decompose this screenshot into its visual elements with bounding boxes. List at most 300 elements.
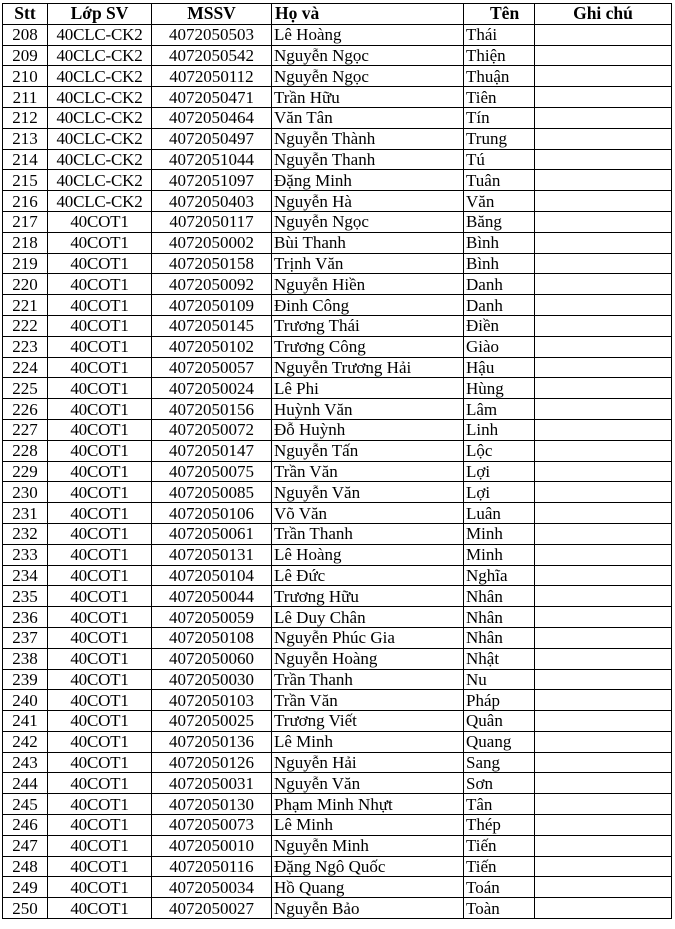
cell-last-name: Nguyễn Trương Hải bbox=[272, 357, 464, 378]
table-row bbox=[3, 232, 672, 253]
cell-class: 40CLC-CK2 bbox=[48, 45, 152, 66]
table-row bbox=[3, 191, 672, 212]
cell-note bbox=[535, 752, 672, 773]
cell-mssv: 4072050542 bbox=[152, 45, 272, 66]
cell-mssv: 4072050131 bbox=[152, 544, 272, 565]
cell-note bbox=[535, 503, 672, 524]
cell-note bbox=[535, 461, 672, 482]
cell-stt: 211 bbox=[3, 87, 48, 108]
cell-class: 40COT1 bbox=[48, 378, 152, 399]
cell-mssv: 4072051044 bbox=[152, 149, 272, 170]
cell-first-name: Linh bbox=[464, 419, 535, 440]
header-stt: Stt bbox=[3, 4, 48, 25]
cell-mssv: 4072050027 bbox=[152, 898, 272, 919]
header-first-name: Tên bbox=[464, 4, 535, 25]
cell-note bbox=[535, 856, 672, 877]
table-row bbox=[3, 45, 672, 66]
cell-stt: 217 bbox=[3, 211, 48, 232]
cell-first-name: Nhật bbox=[464, 648, 535, 669]
cell-first-name: Toán bbox=[464, 877, 535, 898]
cell-note bbox=[535, 399, 672, 420]
header-class: Lớp SV bbox=[48, 4, 152, 25]
cell-first-name: Tiến bbox=[464, 835, 535, 856]
cell-note bbox=[535, 731, 672, 752]
cell-last-name: Trần Văn bbox=[272, 690, 464, 711]
table-row bbox=[3, 107, 672, 128]
cell-class: 40COT1 bbox=[48, 690, 152, 711]
cell-first-name: Thuận bbox=[464, 66, 535, 87]
cell-last-name: Trương Viết bbox=[272, 711, 464, 732]
cell-mssv: 4072050034 bbox=[152, 877, 272, 898]
cell-first-name: Thép bbox=[464, 815, 535, 836]
cell-first-name: Trung bbox=[464, 128, 535, 149]
cell-class: 40COT1 bbox=[48, 482, 152, 503]
cell-stt: 213 bbox=[3, 128, 48, 149]
cell-first-name: Hùng bbox=[464, 378, 535, 399]
cell-stt: 229 bbox=[3, 461, 48, 482]
cell-mssv: 4072050126 bbox=[152, 752, 272, 773]
cell-note bbox=[535, 440, 672, 461]
cell-stt: 212 bbox=[3, 107, 48, 128]
cell-class: 40COT1 bbox=[48, 232, 152, 253]
table-row bbox=[3, 690, 672, 711]
cell-class: 40CLC-CK2 bbox=[48, 191, 152, 212]
cell-mssv: 4072050002 bbox=[152, 232, 272, 253]
cell-note bbox=[535, 315, 672, 336]
cell-note bbox=[535, 523, 672, 544]
cell-first-name: Giào bbox=[464, 336, 535, 357]
cell-note bbox=[535, 274, 672, 295]
cell-first-name: Băng bbox=[464, 211, 535, 232]
cell-first-name: Tú bbox=[464, 149, 535, 170]
cell-note bbox=[535, 378, 672, 399]
table-row bbox=[3, 315, 672, 336]
header-last-name: Họ và bbox=[272, 4, 464, 25]
table-row bbox=[3, 461, 672, 482]
cell-first-name: Thái bbox=[464, 24, 535, 45]
cell-stt: 234 bbox=[3, 565, 48, 586]
cell-stt: 232 bbox=[3, 523, 48, 544]
cell-last-name: Lê Duy Chân bbox=[272, 607, 464, 628]
cell-stt: 209 bbox=[3, 45, 48, 66]
cell-last-name: Đỗ Huỳnh bbox=[272, 419, 464, 440]
cell-note bbox=[535, 607, 672, 628]
table-row bbox=[3, 357, 672, 378]
table-row bbox=[3, 627, 672, 648]
cell-class: 40COT1 bbox=[48, 669, 152, 690]
cell-mssv: 4072050061 bbox=[152, 523, 272, 544]
cell-last-name: Trần Hữu bbox=[272, 87, 464, 108]
table-row bbox=[3, 752, 672, 773]
cell-stt: 250 bbox=[3, 898, 48, 919]
cell-stt: 237 bbox=[3, 627, 48, 648]
cell-stt: 247 bbox=[3, 835, 48, 856]
cell-note bbox=[535, 232, 672, 253]
cell-note bbox=[535, 690, 672, 711]
cell-mssv: 4072050073 bbox=[152, 815, 272, 836]
cell-last-name: Nguyễn Minh bbox=[272, 835, 464, 856]
cell-stt: 235 bbox=[3, 586, 48, 607]
cell-note bbox=[535, 815, 672, 836]
cell-class: 40COT1 bbox=[48, 731, 152, 752]
cell-first-name: Lộc bbox=[464, 440, 535, 461]
cell-last-name: Bùi Thanh bbox=[272, 232, 464, 253]
cell-mssv: 4072050108 bbox=[152, 627, 272, 648]
cell-last-name: Lê Phi bbox=[272, 378, 464, 399]
cell-mssv: 4072050057 bbox=[152, 357, 272, 378]
cell-stt: 240 bbox=[3, 690, 48, 711]
table-row bbox=[3, 211, 672, 232]
cell-class: 40CLC-CK2 bbox=[48, 87, 152, 108]
cell-first-name: Tín bbox=[464, 107, 535, 128]
cell-last-name: Nguyễn Hoàng bbox=[272, 648, 464, 669]
cell-first-name: Thiện bbox=[464, 45, 535, 66]
cell-first-name: Luân bbox=[464, 503, 535, 524]
table-row bbox=[3, 87, 672, 108]
cell-mssv: 4072050112 bbox=[152, 66, 272, 87]
table-row bbox=[3, 669, 672, 690]
table-row bbox=[3, 565, 672, 586]
table-row bbox=[3, 128, 672, 149]
cell-class: 40CLC-CK2 bbox=[48, 66, 152, 87]
table-row bbox=[3, 336, 672, 357]
cell-class: 40COT1 bbox=[48, 898, 152, 919]
cell-mssv: 4072050059 bbox=[152, 607, 272, 628]
cell-mssv: 4072050092 bbox=[152, 274, 272, 295]
cell-last-name: Nguyễn Hà bbox=[272, 191, 464, 212]
cell-class: 40COT1 bbox=[48, 586, 152, 607]
cell-first-name: Pháp bbox=[464, 690, 535, 711]
cell-last-name: Lê Hoàng bbox=[272, 24, 464, 45]
cell-last-name: Lê Minh bbox=[272, 815, 464, 836]
cell-note bbox=[535, 45, 672, 66]
cell-last-name: Nguyễn Phúc Gia bbox=[272, 627, 464, 648]
cell-note bbox=[535, 295, 672, 316]
cell-class: 40COT1 bbox=[48, 607, 152, 628]
table-row bbox=[3, 378, 672, 399]
cell-first-name: Quân bbox=[464, 711, 535, 732]
table-row bbox=[3, 607, 672, 628]
cell-note bbox=[535, 191, 672, 212]
cell-class: 40COT1 bbox=[48, 440, 152, 461]
cell-stt: 241 bbox=[3, 711, 48, 732]
cell-first-name: Tiên bbox=[464, 87, 535, 108]
cell-class: 40COT1 bbox=[48, 835, 152, 856]
cell-mssv: 4072050471 bbox=[152, 87, 272, 108]
cell-class: 40COT1 bbox=[48, 752, 152, 773]
cell-last-name: Trương Thái bbox=[272, 315, 464, 336]
cell-note bbox=[535, 544, 672, 565]
cell-class: 40CLC-CK2 bbox=[48, 149, 152, 170]
table-row bbox=[3, 877, 672, 898]
cell-first-name: Toàn bbox=[464, 898, 535, 919]
table-row bbox=[3, 773, 672, 794]
cell-mssv: 4072050464 bbox=[152, 107, 272, 128]
cell-class: 40CLC-CK2 bbox=[48, 128, 152, 149]
cell-class: 40COT1 bbox=[48, 815, 152, 836]
cell-stt: 222 bbox=[3, 315, 48, 336]
cell-class: 40COT1 bbox=[48, 211, 152, 232]
cell-first-name: Nghĩa bbox=[464, 565, 535, 586]
cell-class: 40CLC-CK2 bbox=[48, 107, 152, 128]
table-row bbox=[3, 440, 672, 461]
cell-note bbox=[535, 107, 672, 128]
table-row bbox=[3, 66, 672, 87]
cell-last-name: Đặng Ngô Quốc bbox=[272, 856, 464, 877]
cell-first-name: Tân bbox=[464, 794, 535, 815]
cell-stt: 219 bbox=[3, 253, 48, 274]
cell-class: 40COT1 bbox=[48, 357, 152, 378]
table-row bbox=[3, 399, 672, 420]
table-row bbox=[3, 586, 672, 607]
cell-stt: 244 bbox=[3, 773, 48, 794]
cell-last-name: Nguyễn Ngọc bbox=[272, 211, 464, 232]
cell-stt: 243 bbox=[3, 752, 48, 773]
table-row bbox=[3, 815, 672, 836]
cell-stt: 233 bbox=[3, 544, 48, 565]
cell-last-name: Võ Văn bbox=[272, 503, 464, 524]
cell-last-name: Lê Đức bbox=[272, 565, 464, 586]
cell-note bbox=[535, 128, 672, 149]
cell-class: 40COT1 bbox=[48, 565, 152, 586]
student-roster-table bbox=[2, 3, 672, 919]
cell-last-name: Trần Thanh bbox=[272, 523, 464, 544]
cell-stt: 224 bbox=[3, 357, 48, 378]
cell-first-name: Danh bbox=[464, 295, 535, 316]
cell-stt: 249 bbox=[3, 877, 48, 898]
cell-mssv: 4072050147 bbox=[152, 440, 272, 461]
cell-first-name: Văn bbox=[464, 191, 535, 212]
cell-mssv: 4072050031 bbox=[152, 773, 272, 794]
cell-last-name: Nguyễn Bảo bbox=[272, 898, 464, 919]
cell-note bbox=[535, 794, 672, 815]
table-row bbox=[3, 482, 672, 503]
cell-stt: 221 bbox=[3, 295, 48, 316]
cell-last-name: Nguyễn Thành bbox=[272, 128, 464, 149]
cell-last-name: Phạm Minh Nhựt bbox=[272, 794, 464, 815]
cell-stt: 227 bbox=[3, 419, 48, 440]
cell-mssv: 4072050072 bbox=[152, 419, 272, 440]
cell-class: 40COT1 bbox=[48, 295, 152, 316]
cell-class: 40COT1 bbox=[48, 399, 152, 420]
cell-class: 40COT1 bbox=[48, 773, 152, 794]
table-row bbox=[3, 898, 672, 919]
cell-last-name: Đặng Minh bbox=[272, 170, 464, 191]
cell-first-name: Sang bbox=[464, 752, 535, 773]
cell-last-name: Nguyễn Ngọc bbox=[272, 66, 464, 87]
cell-note bbox=[535, 627, 672, 648]
cell-mssv: 4072050044 bbox=[152, 586, 272, 607]
cell-stt: 236 bbox=[3, 607, 48, 628]
cell-stt: 228 bbox=[3, 440, 48, 461]
table-row bbox=[3, 253, 672, 274]
table-row bbox=[3, 794, 672, 815]
table-row bbox=[3, 170, 672, 191]
cell-last-name: Trương Hữu bbox=[272, 586, 464, 607]
cell-last-name: Trương Công bbox=[272, 336, 464, 357]
cell-last-name: Nguyễn Hải bbox=[272, 752, 464, 773]
cell-mssv: 4072050085 bbox=[152, 482, 272, 503]
cell-first-name: Nhân bbox=[464, 607, 535, 628]
cell-note bbox=[535, 253, 672, 274]
cell-note bbox=[535, 648, 672, 669]
cell-stt: 226 bbox=[3, 399, 48, 420]
cell-first-name: Tiến bbox=[464, 856, 535, 877]
cell-mssv: 4072050030 bbox=[152, 669, 272, 690]
cell-stt: 246 bbox=[3, 815, 48, 836]
cell-first-name: Điền bbox=[464, 315, 535, 336]
cell-class: 40COT1 bbox=[48, 648, 152, 669]
cell-first-name: Bình bbox=[464, 232, 535, 253]
table-body bbox=[3, 24, 672, 918]
cell-mssv: 4072050106 bbox=[152, 503, 272, 524]
cell-last-name: Văn Tân bbox=[272, 107, 464, 128]
cell-last-name: Nguyễn Văn bbox=[272, 773, 464, 794]
cell-first-name: Lợi bbox=[464, 461, 535, 482]
table-row bbox=[3, 24, 672, 45]
cell-last-name: Lê Hoàng bbox=[272, 544, 464, 565]
cell-mssv: 4072050117 bbox=[152, 211, 272, 232]
cell-stt: 248 bbox=[3, 856, 48, 877]
cell-note bbox=[535, 898, 672, 919]
table-row bbox=[3, 648, 672, 669]
cell-first-name: Nhân bbox=[464, 627, 535, 648]
table-row bbox=[3, 274, 672, 295]
cell-class: 40COT1 bbox=[48, 419, 152, 440]
cell-last-name: Nguyễn Thanh bbox=[272, 149, 464, 170]
header-mssv: MSSV bbox=[152, 4, 272, 25]
cell-first-name: Lâm bbox=[464, 399, 535, 420]
cell-mssv: 4072050158 bbox=[152, 253, 272, 274]
table-row bbox=[3, 523, 672, 544]
cell-mssv: 4072050156 bbox=[152, 399, 272, 420]
cell-class: 40CLC-CK2 bbox=[48, 170, 152, 191]
table-row bbox=[3, 731, 672, 752]
cell-last-name: Lê Minh bbox=[272, 731, 464, 752]
cell-mssv: 4072050024 bbox=[152, 378, 272, 399]
cell-note bbox=[535, 835, 672, 856]
cell-stt: 225 bbox=[3, 378, 48, 399]
cell-note bbox=[535, 877, 672, 898]
cell-note bbox=[535, 669, 672, 690]
cell-stt: 215 bbox=[3, 170, 48, 191]
cell-last-name: Trần Thanh bbox=[272, 669, 464, 690]
cell-last-name: Đinh Công bbox=[272, 295, 464, 316]
cell-mssv: 4072050503 bbox=[152, 24, 272, 45]
cell-mssv: 4072050104 bbox=[152, 565, 272, 586]
table-row bbox=[3, 295, 672, 316]
cell-last-name: Hồ Quang bbox=[272, 877, 464, 898]
cell-note bbox=[535, 24, 672, 45]
cell-first-name: Tuân bbox=[464, 170, 535, 191]
table-header bbox=[3, 4, 672, 25]
table-row bbox=[3, 503, 672, 524]
cell-class: 40COT1 bbox=[48, 711, 152, 732]
cell-mssv: 4072050060 bbox=[152, 648, 272, 669]
cell-stt: 223 bbox=[3, 336, 48, 357]
cell-last-name: Nguyễn Tấn bbox=[272, 440, 464, 461]
cell-first-name: Sơn bbox=[464, 773, 535, 794]
cell-stt: 245 bbox=[3, 794, 48, 815]
cell-mssv: 4072050025 bbox=[152, 711, 272, 732]
table-row bbox=[3, 149, 672, 170]
cell-mssv: 4072050102 bbox=[152, 336, 272, 357]
table-row bbox=[3, 856, 672, 877]
header-note: Ghi chú bbox=[535, 4, 672, 25]
cell-stt: 242 bbox=[3, 731, 48, 752]
table-row bbox=[3, 835, 672, 856]
cell-class: 40COT1 bbox=[48, 877, 152, 898]
cell-mssv: 4072050497 bbox=[152, 128, 272, 149]
cell-mssv: 4072050403 bbox=[152, 191, 272, 212]
cell-note bbox=[535, 482, 672, 503]
cell-stt: 210 bbox=[3, 66, 48, 87]
cell-note bbox=[535, 336, 672, 357]
cell-note bbox=[535, 211, 672, 232]
table-row bbox=[3, 711, 672, 732]
cell-stt: 214 bbox=[3, 149, 48, 170]
cell-note bbox=[535, 565, 672, 586]
cell-first-name: Nhân bbox=[464, 586, 535, 607]
cell-first-name: Nu bbox=[464, 669, 535, 690]
cell-class: 40CLC-CK2 bbox=[48, 24, 152, 45]
cell-mssv: 4072051097 bbox=[152, 170, 272, 191]
table-row bbox=[3, 419, 672, 440]
cell-note bbox=[535, 419, 672, 440]
header-row bbox=[3, 4, 672, 25]
cell-first-name: Quang bbox=[464, 731, 535, 752]
cell-class: 40COT1 bbox=[48, 523, 152, 544]
cell-class: 40COT1 bbox=[48, 336, 152, 357]
cell-first-name: Bình bbox=[464, 253, 535, 274]
cell-first-name: Minh bbox=[464, 544, 535, 565]
cell-stt: 231 bbox=[3, 503, 48, 524]
cell-mssv: 4072050136 bbox=[152, 731, 272, 752]
cell-stt: 239 bbox=[3, 669, 48, 690]
cell-note bbox=[535, 586, 672, 607]
cell-first-name: Danh bbox=[464, 274, 535, 295]
cell-mssv: 4072050010 bbox=[152, 835, 272, 856]
cell-stt: 238 bbox=[3, 648, 48, 669]
cell-note bbox=[535, 357, 672, 378]
cell-mssv: 4072050116 bbox=[152, 856, 272, 877]
cell-last-name: Nguyễn Văn bbox=[272, 482, 464, 503]
cell-mssv: 4072050075 bbox=[152, 461, 272, 482]
cell-stt: 216 bbox=[3, 191, 48, 212]
cell-last-name: Trịnh Văn bbox=[272, 253, 464, 274]
cell-note bbox=[535, 711, 672, 732]
cell-last-name: Trần Văn bbox=[272, 461, 464, 482]
cell-class: 40COT1 bbox=[48, 544, 152, 565]
cell-stt: 220 bbox=[3, 274, 48, 295]
cell-class: 40COT1 bbox=[48, 253, 152, 274]
cell-mssv: 4072050109 bbox=[152, 295, 272, 316]
table-row bbox=[3, 544, 672, 565]
cell-mssv: 4072050103 bbox=[152, 690, 272, 711]
cell-stt: 208 bbox=[3, 24, 48, 45]
cell-note bbox=[535, 149, 672, 170]
cell-mssv: 4072050130 bbox=[152, 794, 272, 815]
cell-class: 40COT1 bbox=[48, 627, 152, 648]
cell-first-name: Lợi bbox=[464, 482, 535, 503]
cell-class: 40COT1 bbox=[48, 503, 152, 524]
cell-last-name: Huỳnh Văn bbox=[272, 399, 464, 420]
cell-mssv: 4072050145 bbox=[152, 315, 272, 336]
cell-note bbox=[535, 87, 672, 108]
cell-class: 40COT1 bbox=[48, 461, 152, 482]
cell-class: 40COT1 bbox=[48, 315, 152, 336]
cell-class: 40COT1 bbox=[48, 856, 152, 877]
